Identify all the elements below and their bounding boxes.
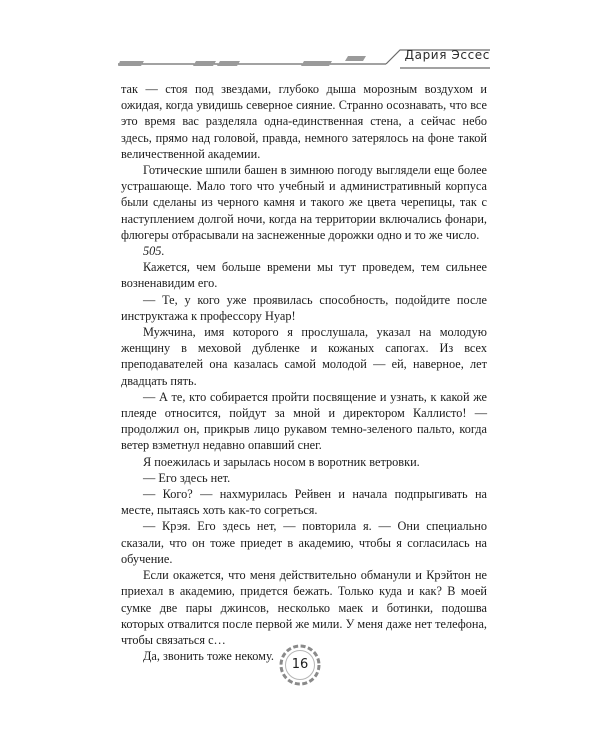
paragraph: Готические шпили башен в зимнюю погоду выглядели еще более устрашающе. Мало того что учебный и административный корпуса были сделаны из черного камня и такого же цвета черепицы, так с наступлением долгой ночи, когда на территории включались фонари, флюгеры отбрасывали на заснеженные дорожки одно и то же число.: [121, 163, 487, 242]
paragraph: так — стоя под звездами, глубоко дыша морозным воздухом и ожидая, когда увидишь северное сияние. Странно осознавать, что все это время вас разделяла одна-единственная стена, а сейчас небо здесь, прямо над головой, правда, немного затерялось на фоне такой величественной академии.: [121, 82, 487, 161]
paragraph: Мужчина, имя которого я прослушала, указал на молодую женщину в меховой дубленке и кожаных сапогах. Из всех преподавателей она казалась самой молодой — ей, наверное, лет двадцать пять.: [121, 325, 487, 388]
paragraph: Я поежилась и зарылась носом в воротник ветровки.: [143, 454, 420, 469]
paragraph: Кажется, чем больше времени мы тут проведем, тем сильнее возненавидим его.: [121, 260, 487, 291]
paragraph: — А те, кто собирается пройти посвящение и узнать, к какой же плеяде относится, пойдут за мной и директором Каллисто! — продолжил он, прикрыв лицо рукавом темно-зеленого пальто, когда ветер взметнул недавно опавший снег.: [121, 389, 487, 453]
paragraph: Если окажется, что меня действительно обманули и Крэйтон не приехал в академию, придется бежать. Только куда и как? В моей сумке две пары джинсов, несколько маек и ботинки, подошва которых отвалится после первой же мили. У меня даже нет телефона, чтобы связаться с…: [121, 568, 487, 647]
paragraph: — Те, у кого уже проявилась способность, подойдите после инструктажа к профессору Нуар!: [121, 292, 487, 323]
page-body: [121, 81, 487, 664]
page-number: 16: [291, 657, 309, 672]
paragraph: — Его здесь нет.: [143, 470, 231, 485]
page-number-badge: [279, 644, 321, 686]
paragraph: Да, звонить тоже некому.: [143, 649, 274, 664]
paragraph: — Крэя. Его здесь нет, — повторила я. — Они специально сказали, что он тоже приедет в академию, чтобы я согласилась на обучение.: [121, 519, 487, 566]
section-marker: 505.: [143, 244, 165, 259]
author-name: Дария Эссес: [404, 48, 490, 62]
paragraph: — Кого? — нахмурилась Рейвен и начала подпрыгивать на месте, пытаясь хоть как-то согреться.: [121, 487, 487, 518]
running-header: [118, 44, 490, 74]
